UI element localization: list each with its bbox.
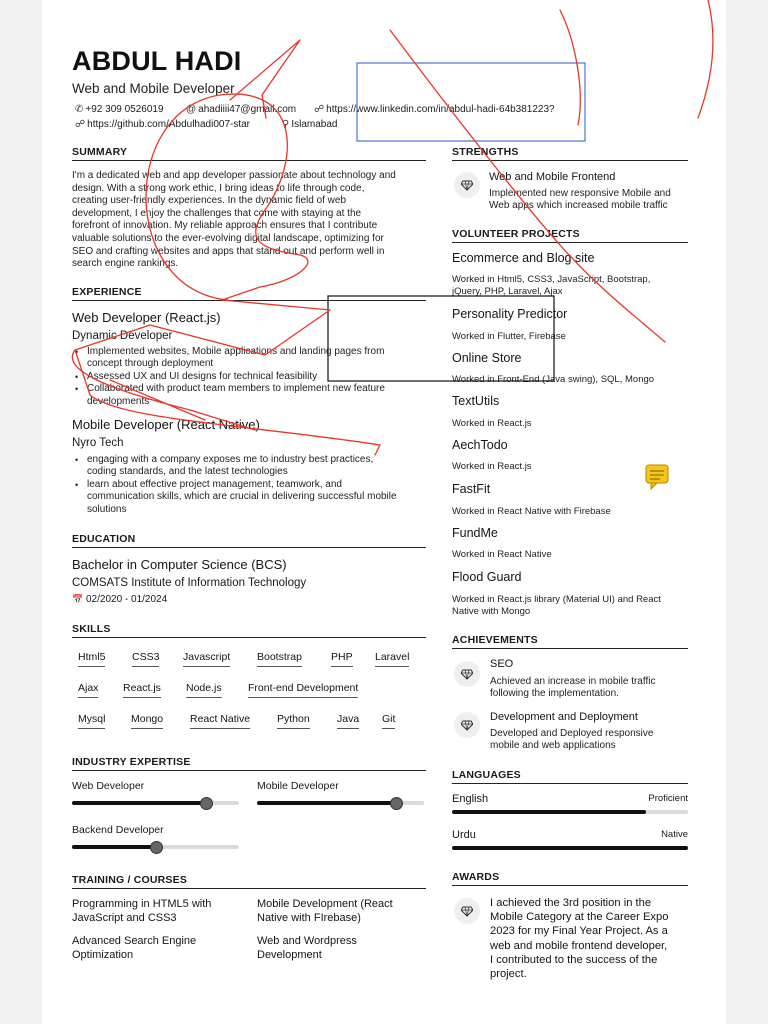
project-title: Flood Guard — [452, 570, 522, 584]
expertise-bar — [257, 801, 424, 805]
expertise-label: Web Developer — [72, 780, 145, 792]
achievement-title: Development and Deployment — [490, 711, 638, 723]
skill-tag: Bootstrap — [257, 651, 302, 667]
project-desc: Worked in React Native with Firebase — [452, 506, 611, 517]
language-level: Native — [661, 829, 688, 840]
volunteer-heading: VOLUNTEER PROJECTS — [452, 228, 580, 240]
link-icon: ☍ — [314, 104, 325, 115]
phone-icon: ✆ — [75, 104, 84, 115]
language-name: English — [452, 793, 489, 805]
skill-tag: Javascript — [183, 651, 230, 667]
section-divider — [452, 242, 688, 243]
project-desc: Worked in React Native — [452, 549, 552, 560]
achievement-desc: Achieved an increase in mobile traffic following the implementation. — [490, 676, 656, 700]
industry-heading: INDUSTRY EXPERTISE — [72, 756, 191, 768]
resume-page — [42, 0, 726, 1024]
diamond-icon — [454, 172, 480, 198]
linkedin-link[interactable]: ☍ https://www.linkedin.com/in/abdul-hadi-64b381223? — [314, 104, 555, 115]
project-title: Personality Predictor — [452, 307, 568, 321]
link-icon: ☍ — [75, 119, 86, 130]
course-item: Advanced Search Engine Optimization — [72, 935, 197, 961]
job-bullets — [72, 454, 432, 516]
skills-heading: SKILLS — [72, 623, 111, 635]
skill-tag: Node.js — [186, 682, 222, 698]
expertise-bar — [72, 801, 239, 805]
achievement-title: SEO — [490, 658, 514, 670]
skill-tag: CSS3 — [132, 651, 159, 667]
section-divider — [72, 770, 426, 771]
strengths-heading: STRENGTHS — [452, 146, 519, 158]
section-divider — [72, 637, 426, 638]
skill-tag: Python — [277, 713, 310, 729]
language-fill — [452, 846, 688, 850]
education-dates: 📅 02/2020 - 01/2024 — [72, 594, 168, 605]
email-contact[interactable]: @ ahadiiii47@gmail.com — [186, 104, 297, 115]
project-title: TextUtils — [452, 394, 500, 408]
expertise-knob — [150, 841, 163, 854]
project-desc: Worked in React.js — [452, 418, 532, 429]
languages-heading: LANGUAGES — [452, 769, 521, 781]
job-title: Mobile Developer (React Native) — [72, 417, 260, 432]
expertise-fill — [257, 801, 396, 805]
skill-tag: Java — [337, 713, 359, 729]
expertise-label: Mobile Developer — [257, 780, 339, 792]
location: ⚲ Islamabad — [282, 119, 338, 130]
expertise-knob — [390, 797, 403, 810]
skill-tag: Ajax — [78, 682, 98, 698]
list-item: • Collaborated with product team members to implement new feature developments — [72, 383, 432, 408]
course-item: Programming in HTML5 with JavaScript and CSS3 — [72, 898, 212, 924]
project-desc: Worked in Front-End (Java swing), SQL, Mongo — [452, 374, 655, 385]
summary-heading: SUMMARY — [72, 146, 128, 158]
project-desc: Worked in React.js library (Material UI) and React Native with Mongo — [452, 594, 661, 617]
training-heading: TRAINING / COURSES — [72, 874, 188, 886]
expertise-fill — [72, 801, 206, 805]
skill-tag: Mongo — [131, 713, 163, 729]
section-divider — [72, 888, 426, 889]
school: COMSATS Institute of Information Technology — [72, 577, 307, 589]
skill-tag: React.js — [123, 682, 161, 698]
summary-text: I'm a dedicated web and app developer passionate about technology and design. With a strong work ethic, I bring ideas to life through code, creating user-friendly experiences. In the dynamic field of web development, I enjoy the challenges that come with staying at the forefront of innovation. My reliable approach ensures that I contribute valuable solutions to the ever-evolving digital landscape, optimizing for SEO and crafting websites and apps that stand out and perform well in search engine rankings. — [72, 170, 396, 270]
project-desc: Worked in Html5, CSS3, JavaScript, Bootstrap, jQuery, PHP, Laravel, Ajax — [452, 274, 651, 297]
achievement-desc: Developed and Deployed responsive mobile and web applications — [490, 728, 654, 752]
skill-tag: Front-end Development — [248, 682, 358, 698]
course-item: Web and Wordpress Development — [257, 935, 357, 961]
section-divider — [452, 648, 688, 649]
award-text: I achieved the 3rd position in the Mobile Category at the Career Expo 2023 for my Final Year Project. As a web and mobile frontend developer, I contributed to the success of the project. — [490, 897, 669, 981]
expertise-bar — [72, 845, 239, 849]
section-divider — [72, 160, 426, 161]
strength-desc: Implemented new responsive Mobile and Web apps which increased mobile traffic — [489, 188, 671, 212]
strength-title: Web and Mobile Frontend — [489, 171, 616, 183]
calendar-icon: 📅 — [72, 594, 84, 604]
course-item: Mobile Development (React Native with FIrebase) — [257, 898, 393, 924]
achievements-heading: ACHIEVEMENTS — [452, 634, 538, 646]
language-bar — [452, 846, 688, 850]
candidate-name: ABDUL HADI — [72, 46, 242, 76]
diamond-icon — [454, 661, 480, 687]
expertise-label: Backend Developer — [72, 824, 164, 836]
section-divider — [452, 783, 688, 784]
list-item: • Implemented websites, Mobile applications and landing pages from concept through deployment — [72, 346, 432, 371]
skill-tag: PHP — [331, 651, 353, 667]
list-item: • Assessed UX and UI designs for technical feasibility — [72, 371, 432, 383]
language-fill — [452, 810, 646, 814]
project-desc: Worked in Flutter, Firebase — [452, 331, 566, 342]
project-title: FastFit — [452, 482, 491, 496]
company-name: Nyro Tech — [72, 437, 124, 449]
skill-tag: Laravel — [375, 651, 409, 667]
list-item: • engaging with a company exposes me to industry best practices, coding standards, and the latest technologies — [72, 454, 432, 479]
project-title: AechTodo — [452, 438, 508, 452]
at-icon: @ — [186, 104, 197, 115]
project-desc: Worked in React.js — [452, 461, 532, 472]
education-heading: EDUCATION — [72, 533, 136, 545]
list-item: • learn about effective project management, teamwork, and communication skills, which are crucial in delivering successful mobile solutions — [72, 479, 432, 516]
github-link[interactable]: ☍ https://github.com/Abdulhadi007-star — [75, 119, 251, 130]
skill-tag: Mysql — [78, 713, 105, 729]
skill-tag: Html5 — [78, 651, 105, 667]
project-title: Online Store — [452, 351, 522, 365]
language-bar — [452, 810, 688, 814]
language-level: Proficient — [648, 793, 688, 804]
diamond-icon — [454, 898, 480, 924]
project-title: Ecommerce and Blog site — [452, 251, 595, 265]
project-title: FundMe — [452, 526, 498, 540]
skill-tag: React Native — [190, 713, 250, 729]
language-name: Urdu — [452, 829, 476, 841]
company-name: Dynamic Developer — [72, 330, 173, 342]
awards-heading: AWARDS — [452, 871, 500, 883]
expertise-fill — [72, 845, 156, 849]
job-bullets — [72, 346, 432, 408]
phone-contact: ✆ +92 309 0526019 — [75, 104, 164, 115]
section-divider — [72, 300, 426, 301]
section-divider — [452, 885, 688, 886]
location-pin-icon: ⚲ — [282, 119, 290, 130]
candidate-title: Web and Mobile Developer — [72, 81, 235, 96]
skill-tag: Git — [382, 713, 395, 729]
job-title: Web Developer (React.js) — [72, 310, 221, 325]
experience-heading: EXPERIENCE — [72, 286, 142, 298]
diamond-icon — [454, 712, 480, 738]
section-divider — [452, 160, 688, 161]
degree: Bachelor in Computer Science (BCS) — [72, 557, 287, 572]
expertise-knob — [200, 797, 213, 810]
section-divider — [72, 547, 426, 548]
